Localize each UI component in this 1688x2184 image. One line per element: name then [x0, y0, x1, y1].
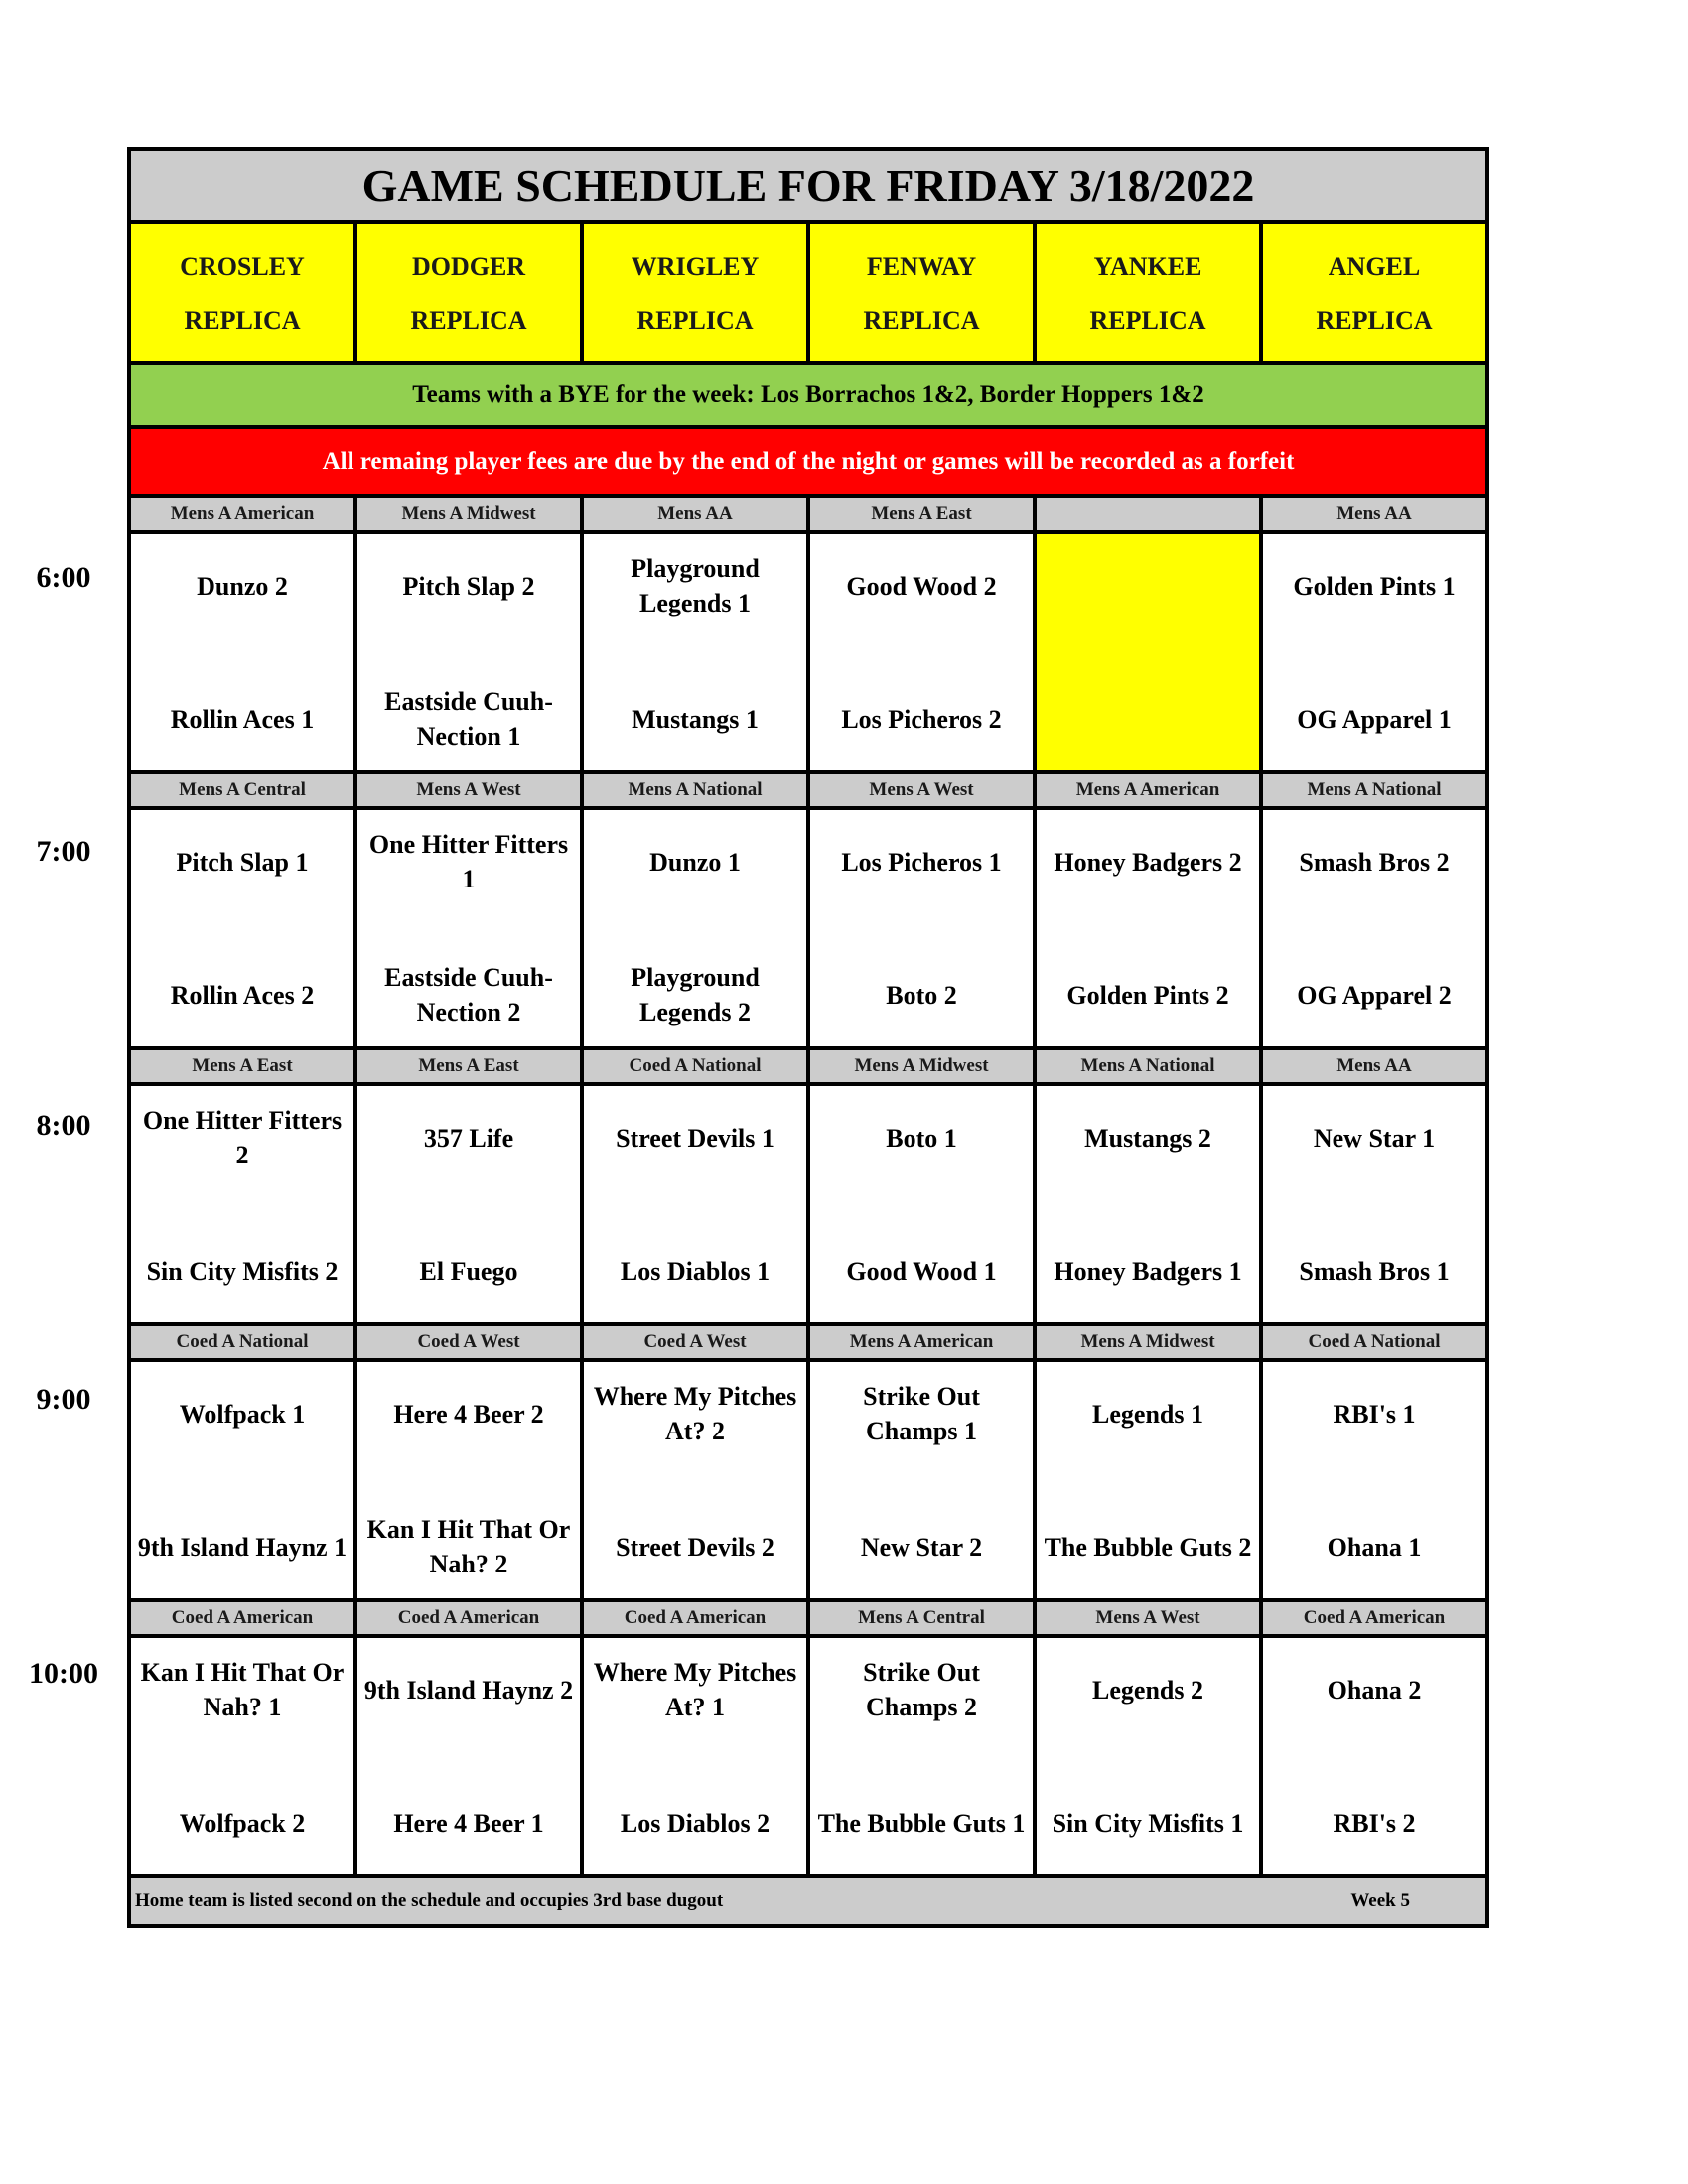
- game-cell: [1037, 1638, 1263, 1874]
- division-label: Mens AA: [1263, 1050, 1485, 1082]
- home-team: New Star 2: [860, 1532, 983, 1562]
- field-subtitle: REPLICA: [636, 306, 754, 335]
- schedule-grid: [131, 498, 1485, 1878]
- field-header: [1037, 224, 1263, 361]
- home-team: Smash Bros 1: [1299, 1256, 1450, 1286]
- division-label: [1037, 498, 1263, 530]
- field-name: FENWAY: [866, 252, 977, 281]
- home-team: Mustangs 1: [632, 704, 759, 734]
- field-header-row: [131, 224, 1485, 365]
- division-label: Mens A East: [131, 1050, 357, 1082]
- away-team: One Hitter Fitters 2: [142, 1106, 343, 1169]
- division-label: Coed A National: [131, 1326, 357, 1358]
- division-label: Mens A National: [1037, 1050, 1263, 1082]
- division-label: Coed A American: [131, 1602, 357, 1634]
- division-label: Coed A American: [584, 1602, 810, 1634]
- game-row: [131, 1362, 1485, 1602]
- bye-notice: Teams with a BYE for the week: Los Borrachos 1&2, Border Hoppers 1&2: [131, 365, 1485, 429]
- home-team: Wolfpack 2: [179, 1808, 306, 1838]
- division-label: Mens A West: [1037, 1602, 1263, 1634]
- away-team: Dunzo 2: [197, 571, 288, 601]
- field-subtitle: REPLICA: [410, 306, 527, 335]
- page-title: GAME SCHEDULE FOR FRIDAY 3/18/2022: [131, 151, 1485, 224]
- home-team: Here 4 Beer 1: [393, 1808, 544, 1838]
- home-team: Sin City Misfits 2: [146, 1256, 339, 1286]
- away-team: Wolfpack 1: [179, 1399, 306, 1429]
- field-header: [584, 224, 810, 361]
- home-team: Good Wood 1: [846, 1256, 997, 1286]
- time-label: 10:00: [29, 1657, 98, 1690]
- home-team: Ohana 1: [1327, 1532, 1422, 1562]
- game-cell: [1037, 1362, 1263, 1598]
- division-label: Mens A American: [1037, 774, 1263, 806]
- division-row: [131, 1050, 1485, 1086]
- away-team: Playground Legends 1: [631, 554, 760, 617]
- division-label: Mens A East: [357, 1050, 584, 1082]
- away-team: Strike Out Champs 1: [863, 1382, 980, 1445]
- fee-notice: All remaing player fees are due by the end of the night or games will be recorded as a forfeit: [131, 429, 1485, 498]
- week-label: Week 5: [1350, 1890, 1410, 1911]
- game-cell: [584, 534, 810, 770]
- away-team: [1037, 534, 1259, 657]
- field-subtitle: REPLICA: [863, 306, 980, 335]
- away-team: Pitch Slap 1: [176, 847, 309, 877]
- schedule-sheet: [127, 147, 1489, 1928]
- home-team: Boto 2: [886, 980, 957, 1010]
- game-cell: [1263, 1086, 1485, 1322]
- division-label: Mens A East: [810, 498, 1037, 530]
- away-team: Mustangs 2: [1084, 1123, 1211, 1153]
- division-label: Coed A American: [357, 1602, 584, 1634]
- game-cell: [131, 810, 357, 1046]
- time-label: 7:00: [36, 835, 91, 868]
- division-label: Mens A Central: [131, 774, 357, 806]
- division-label: Coed A National: [1263, 1326, 1485, 1358]
- away-team: Dunzo 1: [649, 847, 741, 877]
- away-team: Strike Out Champs 2: [863, 1658, 980, 1721]
- away-team: Golden Pints 1: [1293, 571, 1456, 601]
- home-team: Golden Pints 2: [1066, 980, 1229, 1010]
- field-subtitle: REPLICA: [1089, 306, 1206, 335]
- game-cell: [357, 810, 584, 1046]
- game-cell: [810, 1362, 1037, 1598]
- game-row: [131, 1086, 1485, 1326]
- home-team: The Bubble Guts 2: [1044, 1532, 1252, 1562]
- home-team: Sin City Misfits 1: [1052, 1808, 1244, 1838]
- away-team: Pitch Slap 2: [402, 571, 535, 601]
- division-label: Mens A Central: [810, 1602, 1037, 1634]
- home-team: OG Apparel 2: [1297, 980, 1452, 1010]
- division-label: Coed A West: [357, 1326, 584, 1358]
- division-label: Coed A National: [584, 1050, 810, 1082]
- game-cell: [584, 1362, 810, 1598]
- away-team: Where My Pitches At? 2: [593, 1382, 797, 1445]
- home-team: El Fuego: [419, 1256, 518, 1286]
- game-row: [131, 534, 1485, 774]
- division-label: Mens A Midwest: [810, 1050, 1037, 1082]
- game-cell: [584, 1638, 810, 1874]
- division-label: Mens AA: [584, 498, 810, 530]
- home-team: Los Picheros 2: [841, 704, 1002, 734]
- game-cell: [1263, 1638, 1485, 1874]
- division-label: Mens A West: [810, 774, 1037, 806]
- division-label: Mens A Midwest: [1037, 1326, 1263, 1358]
- field-name: WRIGLEY: [631, 252, 760, 281]
- away-team: Ohana 2: [1327, 1675, 1422, 1705]
- game-cell: [1263, 534, 1485, 770]
- game-cell: [1037, 534, 1263, 770]
- away-team: 9th Island Haynz 2: [363, 1675, 574, 1705]
- field-name: DODGER: [411, 252, 526, 281]
- game-cell: [584, 810, 810, 1046]
- game-cell: [131, 1362, 357, 1598]
- field-name: YANKEE: [1093, 252, 1202, 281]
- game-row: [131, 1638, 1485, 1878]
- home-team: 9th Island Haynz 1: [137, 1532, 348, 1562]
- field-header: [1263, 224, 1485, 361]
- game-cell: [357, 1362, 584, 1598]
- time-label: 6:00: [36, 561, 91, 594]
- away-team: RBI's 1: [1333, 1399, 1416, 1429]
- home-team: Rollin Aces 1: [170, 704, 315, 734]
- game-cell: [131, 1638, 357, 1874]
- division-label: Mens A American: [810, 1326, 1037, 1358]
- game-row: [131, 810, 1485, 1050]
- field-header: [810, 224, 1037, 361]
- away-team: Street Devils 1: [616, 1123, 774, 1153]
- game-cell: [1037, 1086, 1263, 1322]
- game-cell: [584, 1086, 810, 1322]
- away-team: 357 Life: [423, 1123, 514, 1153]
- field-name: ANGEL: [1328, 252, 1421, 281]
- division-label: Mens A National: [584, 774, 810, 806]
- away-team: Legends 1: [1092, 1399, 1203, 1429]
- game-cell: [1037, 810, 1263, 1046]
- home-team: Los Diablos 2: [620, 1808, 771, 1838]
- division-row: [131, 498, 1485, 534]
- division-row: [131, 1326, 1485, 1362]
- away-team: Good Wood 2: [846, 571, 997, 601]
- field-subtitle: REPLICA: [184, 306, 301, 335]
- away-team: Where My Pitches At? 1: [593, 1658, 797, 1721]
- field-header: [357, 224, 584, 361]
- division-label: Mens A Midwest: [357, 498, 584, 530]
- home-team: Street Devils 2: [616, 1532, 774, 1562]
- game-cell: [357, 1086, 584, 1322]
- division-label: Mens A West: [357, 774, 584, 806]
- game-cell: [810, 1638, 1037, 1874]
- game-cell: [810, 810, 1037, 1046]
- game-cell: [810, 534, 1037, 770]
- away-team: Honey Badgers 2: [1054, 847, 1242, 877]
- division-label: Coed A American: [1263, 1602, 1485, 1634]
- game-cell: [131, 534, 357, 770]
- home-team: Playground Legends 2: [631, 963, 760, 1026]
- field-name: CROSLEY: [180, 252, 305, 281]
- field-subtitle: REPLICA: [1316, 306, 1433, 335]
- away-team: Legends 2: [1092, 1675, 1203, 1705]
- game-cell: [810, 1086, 1037, 1322]
- time-label: 9:00: [36, 1383, 91, 1416]
- game-cell: [1263, 810, 1485, 1046]
- home-team: The Bubble Guts 1: [817, 1808, 1026, 1838]
- game-cell: [357, 1638, 584, 1874]
- game-cell: [131, 1086, 357, 1322]
- away-team: Boto 1: [886, 1123, 957, 1153]
- time-label: 8:00: [36, 1109, 91, 1142]
- home-team: RBI's 2: [1333, 1808, 1416, 1838]
- division-label: Coed A West: [584, 1326, 810, 1358]
- game-cell: [1263, 1362, 1485, 1598]
- division-label: Mens AA: [1263, 498, 1485, 530]
- away-team: Smash Bros 2: [1299, 847, 1450, 877]
- away-team: Here 4 Beer 2: [393, 1399, 544, 1429]
- division-label: Mens A National: [1263, 774, 1485, 806]
- away-team: One Hitter Fitters 1: [368, 830, 569, 893]
- footer-note: Home team is listed second on the schedule and occupies 3rd base dugout: [135, 1890, 724, 1911]
- game-cell: [357, 534, 584, 770]
- home-team: OG Apparel 1: [1297, 704, 1452, 734]
- footer-bar: [131, 1878, 1485, 1924]
- home-team: [1037, 657, 1259, 770]
- field-header: [131, 224, 357, 361]
- home-team: Eastside Cuuh-Nection 1: [384, 687, 553, 751]
- home-team: Eastside Cuuh-Nection 2: [384, 963, 553, 1026]
- home-team: Honey Badgers 1: [1054, 1256, 1242, 1286]
- division-row: [131, 774, 1485, 810]
- away-team: Kan I Hit That Or Nah? 1: [140, 1658, 345, 1721]
- away-team: Los Picheros 1: [841, 847, 1002, 877]
- division-row: [131, 1602, 1485, 1638]
- home-team: Rollin Aces 2: [170, 980, 315, 1010]
- home-team: Los Diablos 1: [620, 1256, 771, 1286]
- division-label: Mens A American: [131, 498, 357, 530]
- home-team: Kan I Hit That Or Nah? 2: [366, 1515, 571, 1578]
- away-team: New Star 1: [1313, 1123, 1436, 1153]
